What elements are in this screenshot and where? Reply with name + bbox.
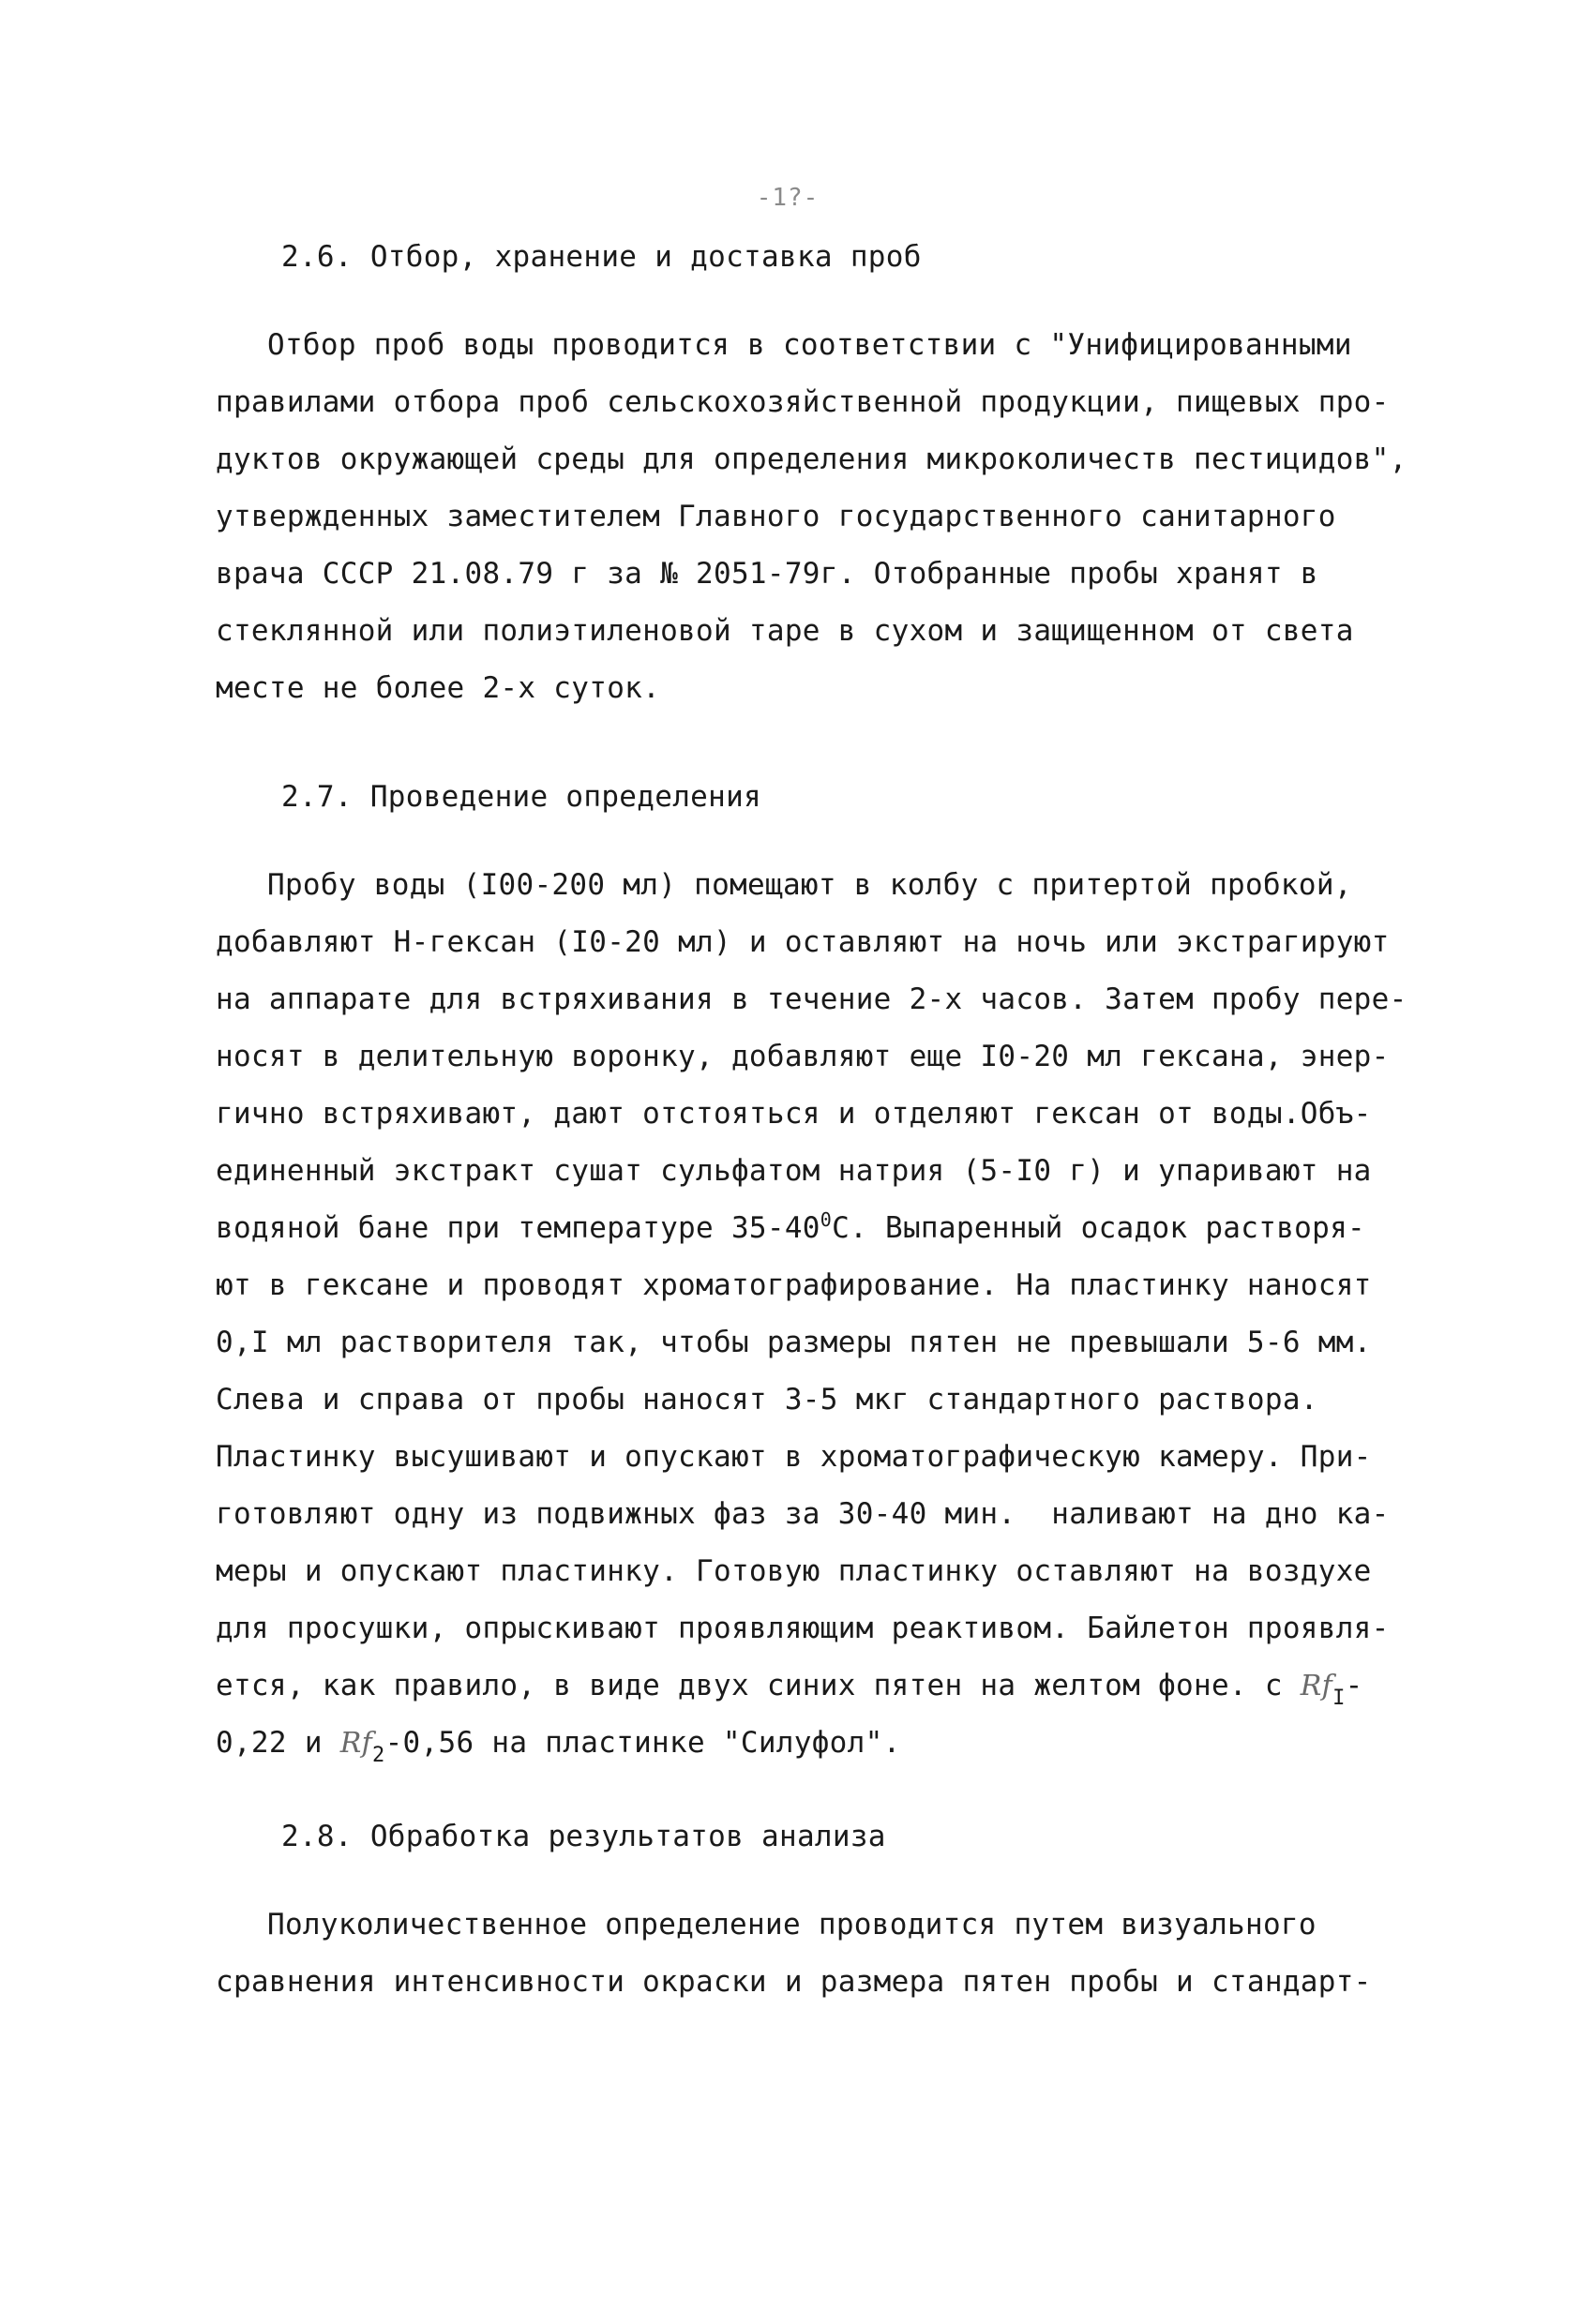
- paragraph-line: утвержденных заместителем Главного государственного санитарного: [216, 500, 1336, 533]
- temperature-tail: С. Выпаренный осадок растворя-: [832, 1211, 1366, 1245]
- paragraph-line: гично встряхивают, дают отстояться и отделяют гексан от воды.Объ-: [216, 1097, 1372, 1131]
- paragraph-line: сравнения интенсивности окраски и размера пятен пробы и стандарт-: [216, 1965, 1372, 1999]
- temperature-text: водяной бане при температуре 35-40: [216, 1211, 820, 1245]
- paragraph-line: ют в гексане и проводят хроматографирование. На пластинку наносят: [216, 1268, 1372, 1302]
- paragraph-line-temperature: [216, 1200, 1425, 1257]
- section-body-2-7: [216, 857, 1425, 1772]
- paragraph-line: Пластинку высушивают и опускают в хроматографическую камеру. При-: [216, 1440, 1372, 1474]
- paragraph-line: правилами отбора проб сельскохозяйственной продукции, пищевых про-: [216, 385, 1390, 419]
- rf2-text: 0,22 и: [216, 1726, 340, 1760]
- section-body-2-6: [216, 317, 1425, 717]
- paragraph-line: месте не более 2-х суток.: [216, 671, 661, 705]
- section-heading-2-6: 2.6. Отбор, хранение и доставка проб: [281, 240, 922, 274]
- section-heading-2-8: 2.8. Обработка результатов анализа: [281, 1820, 886, 1853]
- section-heading-2-7: 2.7. Проведение определения: [281, 780, 762, 814]
- page-number: -1?-: [756, 184, 820, 212]
- paragraph-line: для просушки, опрыскивают проявляющим реактивом. Байлетон проявля-: [216, 1612, 1390, 1645]
- section-body-2-8: [216, 1897, 1425, 2011]
- rf1-text: ется, как правило, в виде двух синих пятен на желтом фоне. с: [216, 1669, 1301, 1702]
- paragraph-line: на аппарате для встряхивания в течение 2-х часов. Затем пробу пере-: [216, 982, 1407, 1016]
- rf-handwritten-symbol: Rf: [1300, 1670, 1333, 1702]
- degree-superscript: 0: [820, 1208, 833, 1231]
- paragraph-line-rf2: [216, 1715, 1425, 1772]
- rf-handwritten-symbol: Rf: [339, 1727, 373, 1760]
- paragraph-line: Слева и справа от пробы наносят 3-5 мкг стандартного раствора.: [216, 1383, 1318, 1417]
- paragraph-line: стеклянной или полиэтиленовой таре в сухом и защищенном от света: [216, 614, 1354, 648]
- paragraph-line: Пробу воды (I00-200 мл) помещают в колбу с притертой пробкой,: [267, 868, 1352, 902]
- rf2-tail: -0,56 на пластинке "Силуфол".: [384, 1726, 901, 1760]
- rf1-subscript: I: [1332, 1687, 1346, 1710]
- paragraph-line: меры и опускают пластинку. Готовую пластинку оставляют на воздухе: [216, 1554, 1372, 1588]
- paragraph-line: Отбор проб воды проводится в соответствии с "Унифицированными: [267, 328, 1352, 362]
- paragraph-line: дуктов окружающей среды для определения микроколичеств пестицидов",: [216, 442, 1407, 476]
- paragraph-line: Полуколичественное определение проводится путем визуального: [267, 1908, 1317, 1942]
- paragraph-line: единенный экстракт сушат сульфатом натрия (5-I0 г) и упаривают на: [216, 1154, 1372, 1188]
- rf2-subscript: 2: [372, 1744, 385, 1767]
- paragraph-line: добавляют Н-гексан (I0-20 мл) и оставляют на ночь или экстрагируют: [216, 925, 1390, 959]
- paragraph-line-rf1: [216, 1657, 1425, 1715]
- paragraph-line: врача СССР 21.08.79 г за № 2051-79г. Отобранные пробы хранят в: [216, 557, 1318, 591]
- paragraph-line: носят в делительную воронку, добавляют еще I0-20 мл гексана, энер-: [216, 1040, 1390, 1073]
- paragraph-line: 0,I мл растворителя так, чтобы размеры пятен не превышали 5-6 мм.: [216, 1326, 1372, 1359]
- rf1-tail: -: [1345, 1669, 1363, 1702]
- paragraph-line: готовляют одну из подвижных фаз за 30-40 мин. наливают на дно ка-: [216, 1497, 1390, 1531]
